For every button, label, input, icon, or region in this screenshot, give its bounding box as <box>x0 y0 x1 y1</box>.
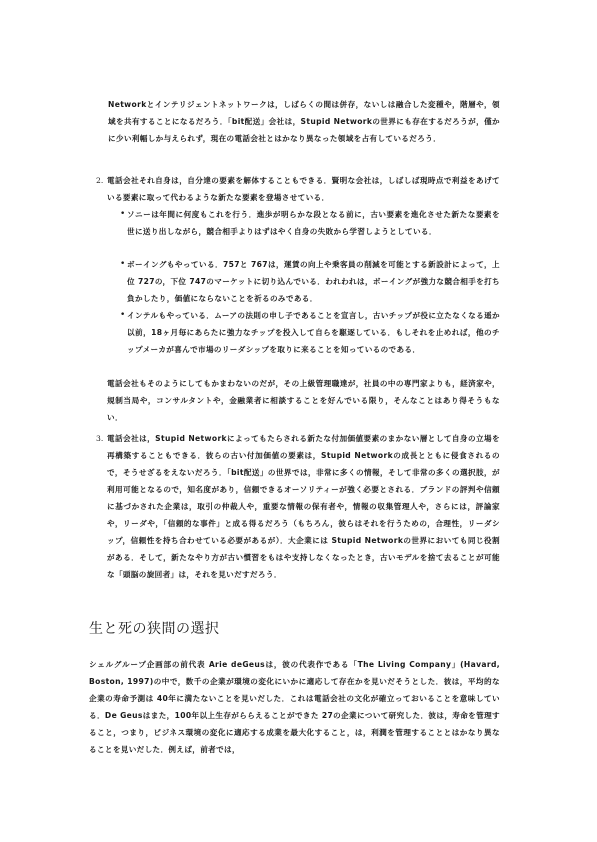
bullet-boeing: ボーイングもやっている．757と 767は，運賃の向上や乗客員の削減を可能とする新設計によって，上位 727の，下位 747のマーケットに切り込んでいる．われわれは，ボーイングが強力な競合相手を打ち負かしたり，価値にならないことを祈るのみである． <box>127 260 500 303</box>
list-item-2-text: 電話会社それ自身は，自分達の要素を解体することもできる．賢明な会社は，しばしば現時点で利益をあげている要素に取って代わるような新たな要素を登場させている． <box>107 176 500 202</box>
bullet-intel: インテルもやっている．ムーアの法則の申し子であることを宣言し，古いチップが役に立たなくなる遥か以前，18ヶ月毎にあらたに強力なチップを投入して自らを駆逐している．もしそれを止めれば，他のチップメーカが喜んで市場のリーダシップを取りに来ることを知っているのである． <box>127 311 500 354</box>
section-heading: 生と死の狭間の選択 <box>89 621 220 637</box>
bullet-marker-1: • <box>120 209 126 219</box>
bullet-marker-3: • <box>120 310 126 320</box>
list-number-3: 3. <box>96 434 104 443</box>
list-item-3-text: 電話会社は，Stupid Networkによってもたらされる新たな付加価値要素のまかない層として自身の立場を再構築することもできる．彼らの古い付加価値の要素は，Stupid Networkの成長とともに侵食されるので，そうせざるをえないだろう．「bit配送」の世界では，非常に多くの情報，そして非常の多くの選択肢，が利用可能となるので，知名度があり，信頼できるオーソリティーが強く必要とされる．ブランドの評判や信頼に基づかされた企業は，取引の仲裁人や，重要な情報の保有者や，情報の収集管理人や，さらには，評論家や，リーダや，「信頼的な事件」と成る得るだろう（もちろん，彼らはそれを行うための，合理性，リーダシップ，信頼性を持ち合わせている必要があるが）．大企業には Stupid Networkの世界においても同じ役割がある．そして，新たなやり方が古い慣習をもはや支持しなくなったとき，古いモデルを捨て去ることが可能な「頭脳の旋回者」は，それを見いだすだろう． <box>107 434 500 579</box>
intro-paragraph: Networkとインテリジェントネットワークは，しばらくの間は併存，ないしは融合した変種や，階層や，領域を共有することになるだろう．「bit配送」会社は，Stupid Networkの世界にも存在するだろうが，僅かに少い利幅しか与えられず，現在の電話会社とはかなり異なった領域を占有しているだろう． <box>108 100 500 143</box>
closing-paragraph-item-2: 電話会社もそのようにしてもかまわないのだが，その上級管理職達が，社員の中の専門家よりも，経済家や，規制当局や，コンサルタントや，金融業者に相談することを好んでいる限り，そんなことはあり得そうもない． <box>107 379 500 422</box>
section-body-paragraph: シェルグループ企画部の前代表 Arie deGeusは，彼の代表作である「The Living Company」(Havard, Boston, 1997)の中で，数千の企業が環境の変化にいかに適応して存在かを見いだそうとした．彼は，平均的な企業の寿命予測は 40年に満たないことを見いだした．これは電話会社の文化が確立っておいることを意味している．De Geusはまた，100年以上生存がららえることができた 27の企業について研究した．彼は，寿命を管理すること，つまり，ビジネス環境の変化に適応する成業を最大化すること，は，利潤を管理することとはかなり異なることを見いだした．例えば，前者では， <box>89 660 500 754</box>
bullet-sony: ソニーは年間に何度もこれを行う．進歩が明らかな段となる前に，古い要素を進化させた新たな要素を世に送り出しながら，競合相手よりはずはやく自身の失敗から学習しようとしている． <box>127 210 500 236</box>
bullet-marker-2: • <box>120 259 126 269</box>
list-number-2: 2. <box>96 176 104 185</box>
